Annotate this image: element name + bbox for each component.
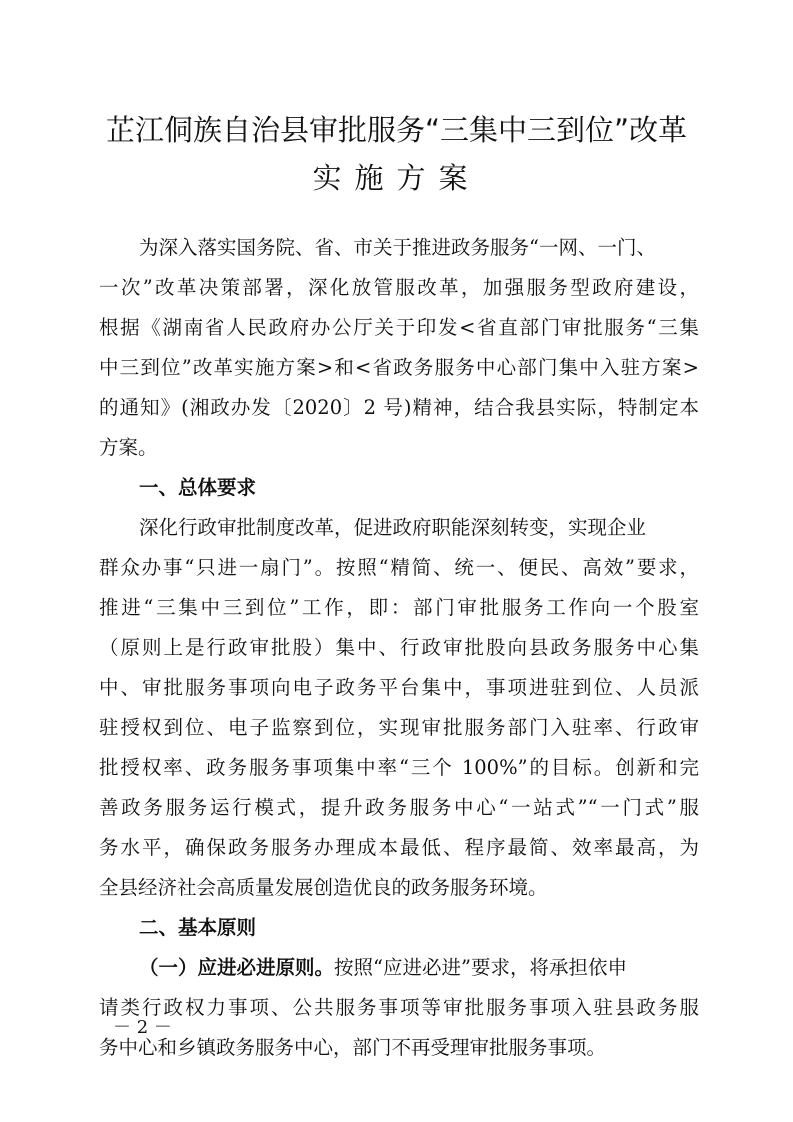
intro-line: 的通知》(湘政办发〔2020〕2 号)精神，结合我县实际，特制定本 <box>99 396 699 419</box>
intro-line: 方案。 <box>99 436 158 459</box>
intro-line: 中三到位”改革实施方案>和<省政务服务中心部门集中入驻方案> <box>99 356 699 379</box>
section1-line: 驻授权到位、电子监察到位，实现审批服务部门入驻率、行政审 <box>99 716 699 739</box>
principle-1-text: 按照“应进必进”要求，将承担依申 <box>334 956 627 979</box>
section1-line: 推进“三集中三到位”工作，即：部门审批服务工作向一个股室 <box>99 596 699 619</box>
section1-line: 深化行政审批制度改革，促进政府职能深刻转变，实现企业 <box>139 516 647 539</box>
intro-line: 根据《湖南省人民政府办公厅关于印发<省直部门审批服务“三集 <box>99 316 699 339</box>
principle-1-line: 务中心和乡镇政务服务中心，部门不再受理审批服务事项。 <box>99 1036 607 1059</box>
section-heading: 一、总体要求 <box>139 476 257 499</box>
principle-1-title: （一）应进必进原则。 <box>139 956 335 979</box>
section1-line: 群众办事“只进一扇门”。按照“精简、统一、便民、高效”要求， <box>99 556 699 579</box>
section1-line: （原则上是行政审批股）集中、行政审批股向县政务服务中心集 <box>99 636 699 659</box>
intro-line: 为深入落实国务院、省、市关于推进政务服务“一网、一门、 <box>139 236 656 259</box>
section-heading: 二、基本原则 <box>139 916 257 939</box>
document-title-line-1: 芷江侗族自治县审批服务“三集中三到位”改革 <box>105 113 688 147</box>
principle-1-line: 请类行政权力事项、公共服务事项等审批服务事项入驻县政务服 <box>99 996 699 1019</box>
page-number: － 2 － <box>113 1017 172 1038</box>
section1-line: 务水平，确保政务服务办理成本最低、程序最简、效率最高，为 <box>99 836 699 859</box>
section1-line: 中、审批服务事项向电子政务平台集中，事项进驻到位、人员派 <box>99 676 699 699</box>
intro-line: 一次”改革决策部署，深化放管服改革，加强服务型政府建设， <box>99 276 699 299</box>
document-title-line-2: 实施方案 <box>312 161 481 195</box>
section1-line: 善政务服务运行模式，提升政务服务中心“一站式”“一门式”服 <box>99 796 699 819</box>
principle-1-line <box>139 948 627 988</box>
section1-line: 全县经济社会高质量发展创造优良的政务服务环境。 <box>99 876 548 899</box>
section1-line: 批授权率、政务服务事项集中率“三个 100%”的目标。创新和完 <box>99 756 699 779</box>
